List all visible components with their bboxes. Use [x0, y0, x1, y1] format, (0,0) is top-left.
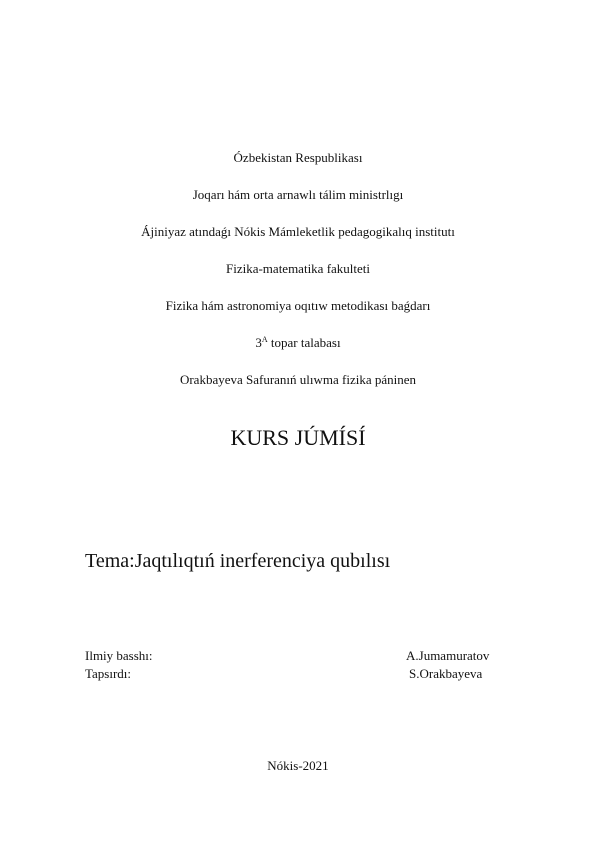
- institute-line: Ájiniyaz atındaǵı Nókis Mámleketlik pedagogikalıq institutı: [141, 224, 455, 239]
- group-line: [0, 335, 596, 351]
- submitted-name: S.Orakbayeva: [409, 666, 483, 681]
- submitted-label: Tapsırdı:: [85, 666, 132, 681]
- country-line: Ózbekistan Respublikası: [233, 150, 363, 165]
- group-suffix: topar talabası: [267, 335, 341, 350]
- supervisor-name: A.Jumamuratov: [406, 648, 490, 663]
- ministry-line: Joqarı hám orta arnawlı tálim ministrlıgı: [192, 187, 404, 202]
- group-number: 3: [255, 335, 262, 350]
- place-year-line: Nókis-2021: [267, 758, 329, 773]
- group-letter: A: [261, 335, 268, 344]
- student-line: Orakbayeva Safuranıń ulıwma fizika páninen: [179, 372, 417, 387]
- supervisor-label: Ilmiy basshı:: [85, 648, 153, 663]
- document-title: KURS JÚMÍSÍ: [230, 425, 366, 450]
- direction-line: Fizika hám astronomiya oqıtıw metodikası baǵdarı: [165, 298, 431, 313]
- faculty-line: Fizika-matematika fakulteti: [225, 261, 371, 276]
- topic-line: Tema:Jaqtılıqtıń inerferenciya qubılısı: [85, 550, 391, 572]
